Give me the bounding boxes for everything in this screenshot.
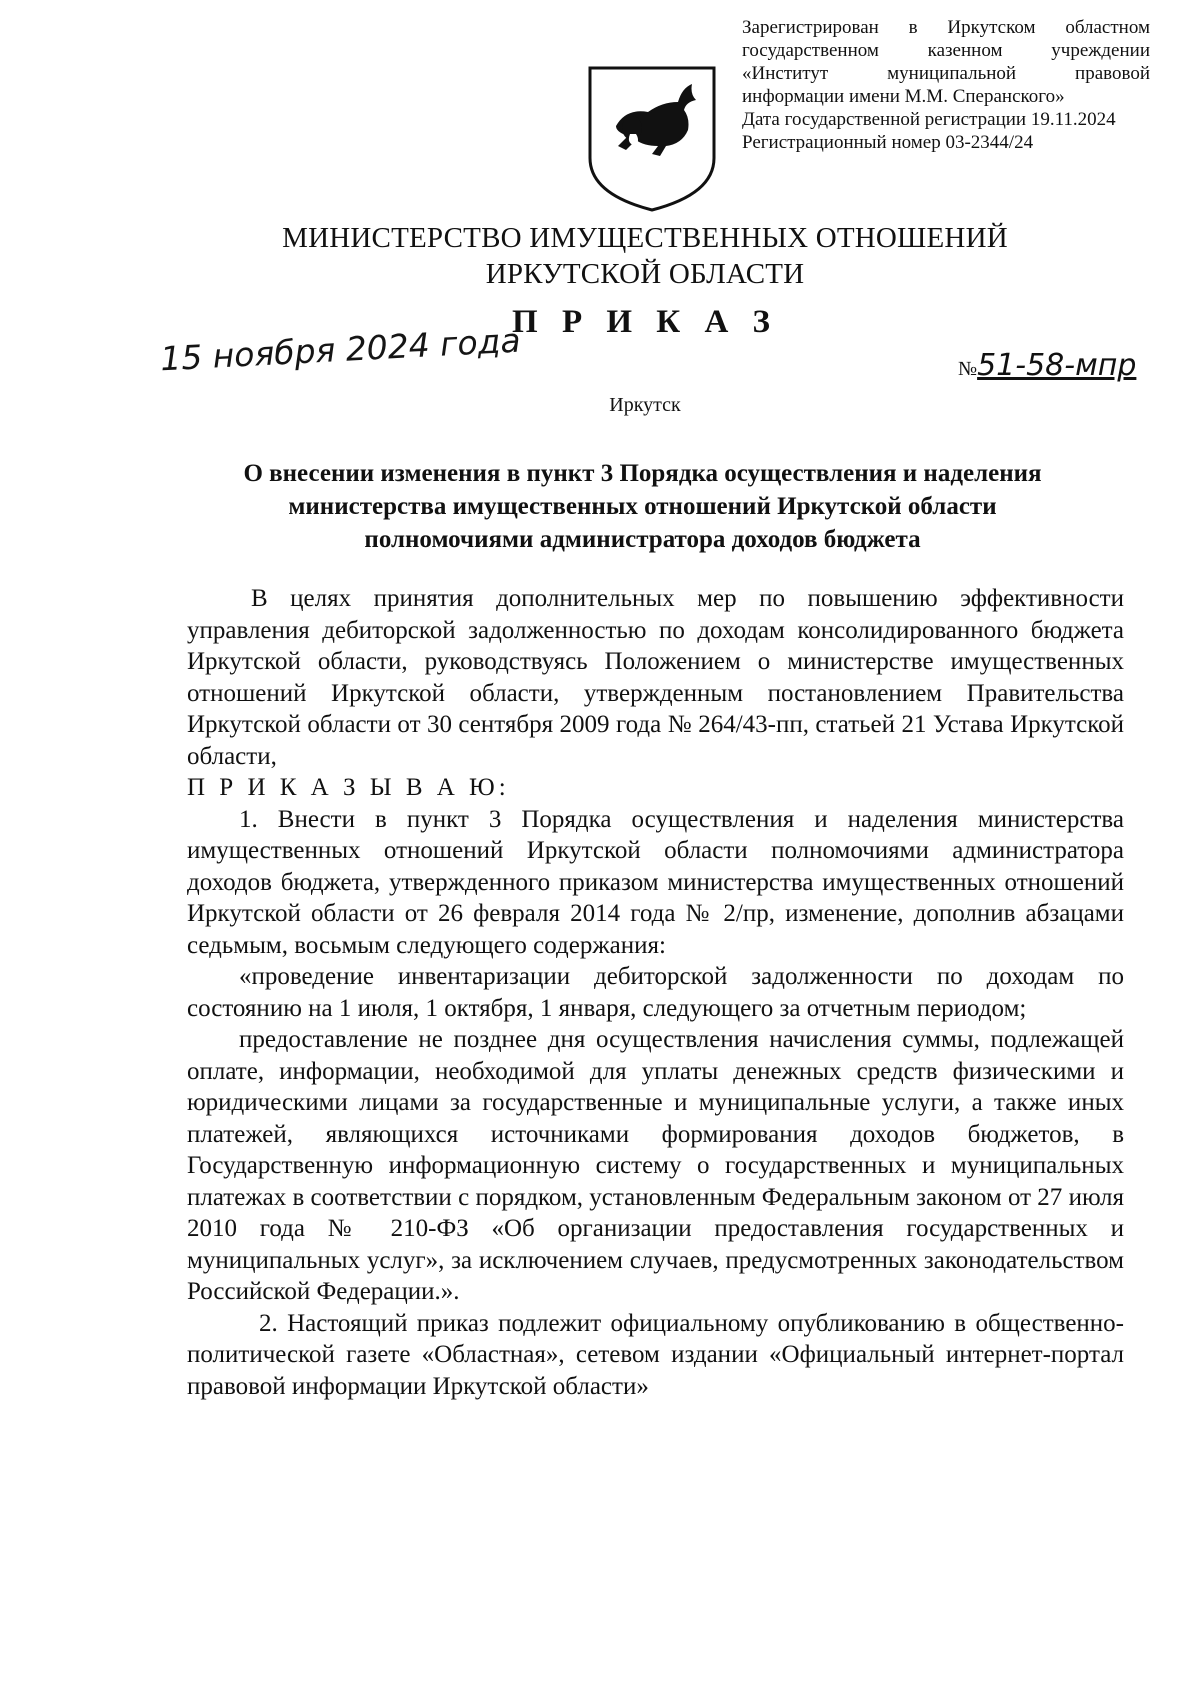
irkutsk-coat-of-arms-icon [586, 62, 718, 214]
number-prefix: № [958, 358, 978, 380]
number-value: 51-58-мпр [977, 348, 1137, 383]
ministry-name [0, 220, 1200, 292]
registration-line: «Институт муниципальной правовой [742, 63, 1150, 84]
quote-paragraph: предоставление не позднее дня осуществления начисления суммы, подлежащей оплате, информации, необходимой для уплаты денежных средств физическими и юридическими лицами за государственные и муниципальные услуги, а также иных платежей, являющихся источниками формирования доходов бюджетов, в Государственную информационную систему о государственных и муниципальных платежах в соответствии с порядком, установленным Федеральным законом от 27 июля 2010 года № 210-ФЗ «Об организации предоставления государственных и муниципальных услуг», за исключением случаев, предусмотренных законодательством Российской Федерации.». [187, 1026, 1124, 1305]
document-subject [150, 457, 1135, 556]
quote-paragraph: «проведение инвентаризации дебиторской задолженности по доходам по состоянию на 1 июля, 1 октября, 1 января, следующего за отчетным периодом; [187, 963, 1124, 1022]
document-type: П Р И К А З [512, 304, 778, 340]
ministry-line: МИНИСТЕРСТВО ИМУЩЕСТВЕННЫХ ОТНОШЕНИЙ [282, 222, 1008, 254]
ministry-line: ИРКУТСКОЙ ОБЛАСТИ [485, 258, 805, 290]
city: Иркутск [609, 394, 681, 416]
registration-date: Дата государственной регистрации 19.11.2024 [742, 109, 1116, 130]
order-word: П Р И К А З Ы В А Ю: [187, 774, 510, 801]
handwritten-date: 15 ноября 2024 года [159, 320, 522, 379]
registration-stamp [742, 16, 1150, 154]
subject-line: О внесении изменения в пункт 3 Порядка осуществления и наделения [243, 460, 1042, 487]
registration-line: информации имени М.М. Сперанского» [742, 86, 1065, 107]
order-number [958, 348, 1136, 383]
registration-line: государственном казенном учреждении [742, 40, 1150, 61]
clause-paragraph: 1. Внести в пункт 3 Порядка осуществления и наделения министерства имущественных отношений Иркутской области полномочиями администратора доходов бюджета, утвержденного приказом министерства имущественных отношений Иркутской области от 26 февраля 2014 года № 2/пр, изменение, дополнив абзацами седьмым, восьмым следующего содержания: [187, 805, 1124, 959]
clause-paragraph: 2. Настоящий приказ подлежит официальному опубликованию в общественно-политической газете «Областная», сетевом издании «Официальный интернет-портал правовой информации Иркутской области» [187, 1309, 1124, 1400]
subject-line: полномочиями администратора доходов бюджета [364, 526, 921, 553]
registration-number: Регистрационный номер 03-2344/24 [742, 132, 1034, 153]
subject-line: министерства имущественных отношений Иркутской области [288, 493, 997, 520]
document-body [187, 583, 1124, 1402]
registration-line: Зарегистрирован в Иркутском областном [742, 17, 1150, 38]
preamble-paragraph: В целях принятия дополнительных мер по повышению эффективности управления дебиторской задолженностью по доходам консолидированного бюджета Иркутской области, руководствуясь Положением о министерстве имущественных отношений Иркутской области, утвержденным постановлением Правительства Иркутской области от 30 сентября 2009 года № 264/43-пп, статьей 21 Устава Иркутской области, [187, 585, 1124, 770]
